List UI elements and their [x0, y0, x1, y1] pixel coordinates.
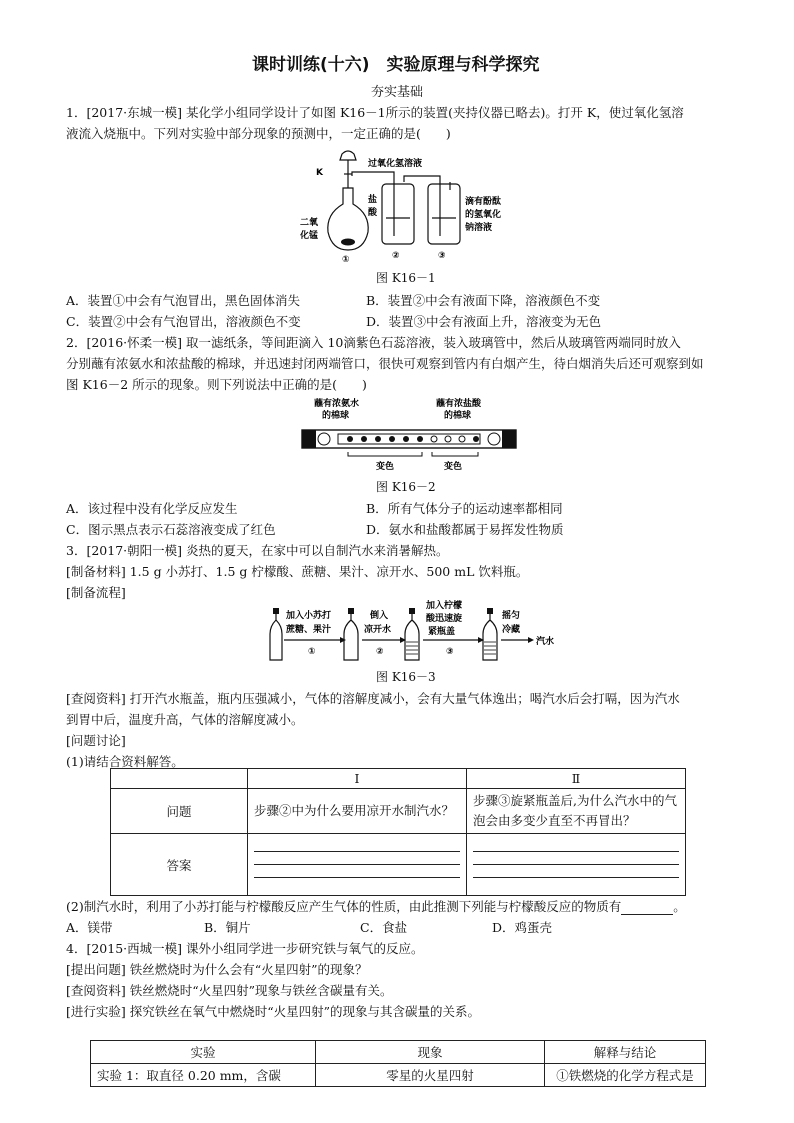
fig3-step3-label-2: 酸迅速旋 — [426, 614, 463, 624]
q1-option-a: A．装置①中会有气泡冒出，黑色固体消失 — [66, 293, 301, 308]
bottle-1 — [270, 614, 282, 660]
q2-option-a: A．该过程中没有化学反应发生 — [66, 501, 238, 516]
q4-table-cell-r1c3: ①铁燃烧的化学方程式是 — [545, 1064, 706, 1087]
table-row-label-question: 问题 — [111, 789, 248, 834]
q3-option-b: B．铜片 — [204, 920, 251, 935]
fig2-right-label-2: 的棉球 — [444, 411, 472, 421]
figure-k16-1 — [290, 146, 520, 264]
q3-option-d: D．鸡蛋壳 — [492, 920, 553, 935]
fig3-step2-label-2: 凉开水 — [364, 625, 392, 635]
bottle-4 — [483, 614, 497, 660]
figure-caption-1: 图 K16－1 — [376, 271, 436, 285]
fig2-left-label-1: 蘸有浓氨水 — [314, 399, 360, 409]
fig1-naoh-label-2: 的氢氧化 — [465, 210, 502, 220]
bottle-2 — [382, 184, 414, 244]
q4-experiment-table — [90, 1040, 706, 1087]
fig3-num-1: ① — [308, 647, 316, 657]
bottle-2 — [344, 614, 358, 660]
fig3-step3-label-3: 紧瓶盖 — [428, 627, 456, 637]
q2-option-d: D．氨水和盐酸都属于易挥发性物质 — [366, 522, 564, 537]
fig1-naoh-label-3: 钠溶液 — [465, 223, 493, 233]
q3-option-a: A．镁带 — [66, 920, 113, 935]
tube-stopper-right — [502, 430, 516, 448]
fig1-h2o2-label: 过氧化氢溶液 — [368, 159, 423, 169]
table-header-col1: Ⅰ — [248, 769, 467, 789]
q4-table-header-2: 现象 — [316, 1041, 545, 1064]
fig1-k-label: K — [316, 168, 323, 178]
fig1-hcl-label-2: 酸 — [368, 208, 378, 218]
figure-k16-3 — [266, 600, 566, 664]
fig3-num-2: ② — [376, 647, 384, 657]
q4-table-header-1: 实验 — [91, 1041, 316, 1064]
q3-info-line2: 到胃中后，温度升高，气体的溶解度减小。 — [66, 712, 304, 727]
q4-table-cell-r1c2: 零星的火星四射 — [316, 1064, 545, 1087]
figure-k16-2 — [298, 394, 520, 472]
q2-option-b: B．所有气体分子的运动速率都相同 — [366, 501, 563, 516]
fig3-step4-label-2: 冷藏 — [502, 625, 521, 635]
fig1-num-1: ① — [342, 255, 350, 264]
q3-discussion: [问题讨论] — [66, 733, 126, 748]
q4-ask: [提出问题] 铁丝燃烧时为什么会有“火星四射”的现象？ — [66, 962, 368, 977]
q3-answer-table — [110, 768, 686, 896]
q2-line1: 2．[2016·怀柔一模] 取一滤纸条，等间距滴入 10滴紫色石蕊溶液，装入玻璃管中，然后从玻璃管两端同时放入 — [66, 335, 681, 350]
q3-option-c: C．食盐 — [360, 920, 408, 935]
table-header-col2: Ⅱ — [467, 769, 686, 789]
q2-option-c: C．图示黑点表示石蕊溶液变成了红色 — [66, 522, 276, 537]
q3-sub1: (1)请结合资料解答。 — [66, 754, 184, 769]
q1-option-d: D．装置③中会有液面上升，溶液变为无色 — [366, 314, 602, 329]
separatory-funnel-top — [340, 151, 356, 160]
fig1-mno2-label-2: 化锰 — [300, 231, 319, 241]
q1-line1: 1．[2017·东城一模] 某化学小组同学设计了如图 K16－1所示的装置(夹持仪器已略去)。打开 K，使过氧化氢溶 — [66, 105, 684, 120]
fig1-hcl-label-1: 盐 — [368, 195, 378, 205]
q3-sub2-text: (2)制汽水时，利用了小苏打能与柠檬酸反应产生气体的性质，由此推测下列能与柠檬酸反应的物质有 — [66, 899, 622, 914]
q4-table-header-3: 解释与结论 — [545, 1041, 706, 1064]
bottle-3 — [428, 184, 460, 244]
fig1-num-3: ③ — [438, 251, 446, 261]
cotton-ball-left — [318, 433, 330, 445]
q3-line1: 3．[2017·朝阳一模] 炎热的夏天，在家中可以自制汽水来消暑解热。 — [66, 543, 449, 558]
fig1-naoh-label-1: 滴有酚酞 — [465, 197, 502, 207]
table-cell-question-2: 步骤③旋紧瓶盖后,为什么汽水中的气泡会由多变少直至不再冒出？ — [467, 789, 686, 834]
fig2-change-right: 变色 — [444, 462, 463, 472]
q1-option-b: B．装置②中会有液面下降，溶液颜色不变 — [366, 293, 601, 308]
q3-info-line1: [查阅资料] 打开汽水瓶盖，瓶内压强减小，气体的溶解度减小，会有大量气体逸出；喝汽水后会打嗝，因为汽水 — [66, 691, 680, 706]
q2-line2: 分别蘸有浓氨水和浓盐酸的棉球，并迅速封闭两端管口，很快可观察到管内有白烟产生，待白烟消失后还可观察到如 — [66, 356, 704, 371]
answer-blank-1[interactable] — [248, 834, 467, 896]
table-cell-question-1: 步骤②中为什么要用凉开水制汽水？ — [248, 789, 467, 834]
q3-process: [制备流程] — [66, 585, 126, 600]
fig3-step3-label-1: 加入柠檬 — [426, 601, 463, 611]
q2-line3: 图 K16－2 所示的现象。则下列说法中正确的是( ) — [66, 377, 367, 392]
bottle-3 — [405, 614, 419, 660]
table-row-label-answer: 答案 — [111, 834, 248, 896]
fig3-product-label: 汽水 — [536, 637, 555, 647]
q3-sub2-end: 。 — [673, 899, 686, 914]
q3-sub2 — [66, 897, 686, 915]
q4-hypothesis: [查阅资料] 铁丝燃烧时“火星四射”现象与铁丝含碳量有关。 — [66, 983, 393, 998]
fig1-num-2: ② — [392, 251, 400, 261]
fig2-left-label-2: 的棉球 — [322, 411, 350, 421]
tube-stopper-left — [302, 430, 316, 448]
q3-materials: [制备材料] 1.5 g 小苏打、1.5 g 柠檬酸、蔗糖、果汁、凉开水、500 mL 饮料瓶。 — [66, 564, 529, 579]
q3-sub2-blank[interactable] — [621, 902, 673, 915]
answer-blank-2[interactable] — [467, 834, 686, 896]
figure-caption-2: 图 K16－2 — [376, 480, 436, 494]
figure-caption-3: 图 K16－3 — [376, 670, 436, 684]
section-title: 夯实基础 — [371, 85, 424, 100]
q4-line1: 4．[2015·西城一模] 课外小组同学进一步研究铁与氧气的反应。 — [66, 941, 424, 956]
fig3-step1-label-1: 加入小苏打 — [286, 611, 332, 621]
fig3-step2-label-1: 倒入 — [370, 611, 389, 621]
fig2-change-left: 变色 — [376, 462, 395, 472]
cotton-ball-right — [488, 433, 500, 445]
q1-line2: 液流入烧瓶中。下列对实验中部分现象的预测中，一定正确的是( ) — [66, 126, 451, 141]
q4-experiment: [进行实验] 探究铁丝在氧气中燃烧时“火星四射”的现象与其含碳量的关系。 — [66, 1004, 481, 1019]
fig3-step4-label-1: 摇匀 — [502, 611, 521, 621]
q1-option-c: C．装置②中会有气泡冒出，溶液颜色不变 — [66, 314, 301, 329]
fig3-step1-label-2: 蔗糖、果汁 — [286, 625, 332, 635]
page-title: 课时训练(十六) 实验原理与科学探究 — [252, 55, 540, 75]
fig3-num-3: ③ — [446, 647, 454, 657]
fig2-right-label-1: 蘸有浓盐酸 — [436, 399, 482, 409]
mno2-solid — [341, 239, 355, 246]
q4-table-cell-r1c1: 实验 1：取直径 0.20 mm，含碳 — [91, 1064, 316, 1087]
fig1-mno2-label-1: 二氧 — [300, 218, 319, 228]
